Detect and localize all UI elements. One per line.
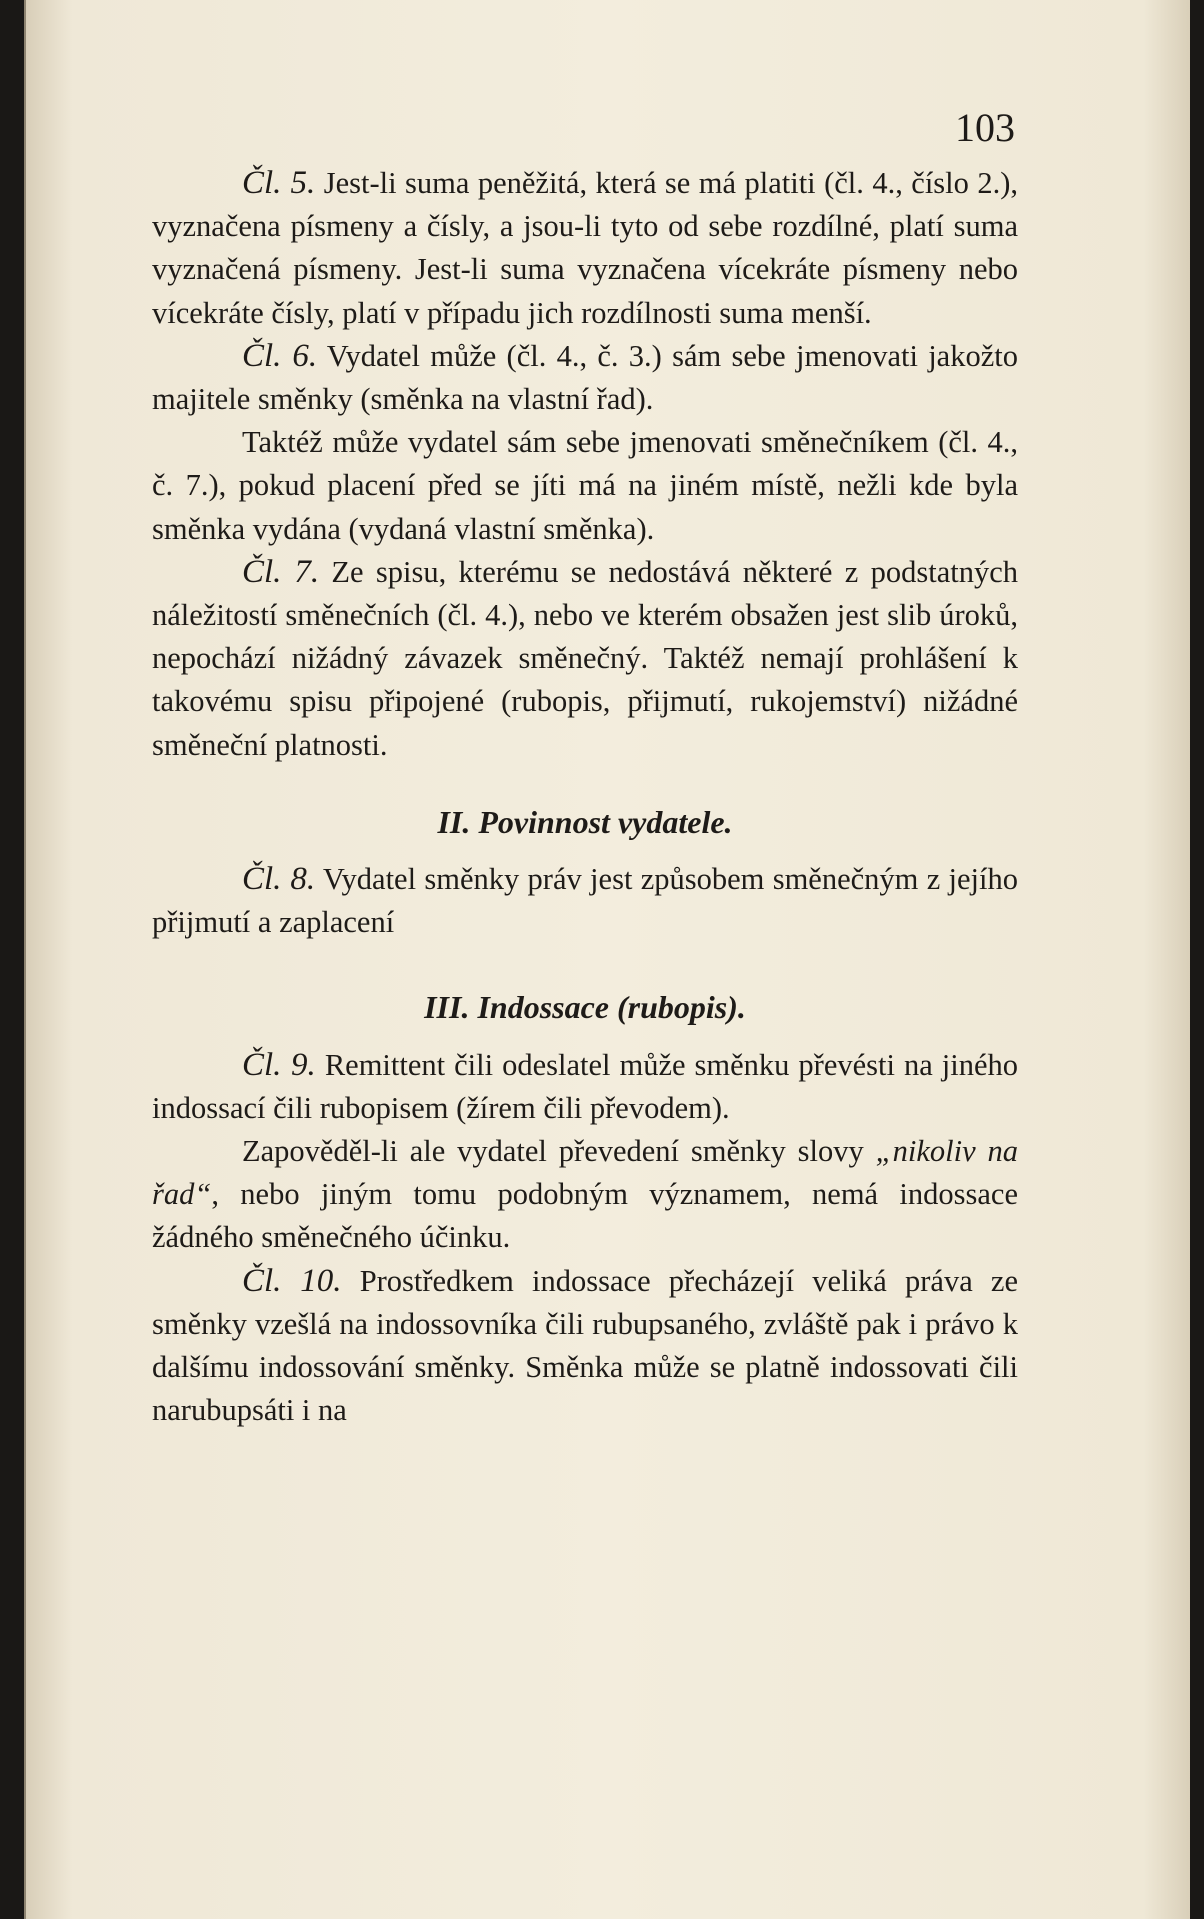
article-text: Remittent čili odeslatel může směnku převésti na jiného indossací čili rubopisem (žírem čili převodem).	[152, 1047, 1018, 1125]
article-6	[152, 335, 1018, 421]
article-5	[152, 162, 1018, 335]
article-number: Čl. 6.	[242, 337, 318, 374]
article-text: Jest-li suma peněžitá, která se má platiti (čl. 4., číslo 2.), vyznačena písmeny a čísly, a jsou-li tyto od sebe rozdílné, platí suma vyznačená písmeny. Jest-li suma vyznačena vícekráte písmeny nebo vícekráte čísly, platí v případu jich rozdílnosti suma menší.	[152, 166, 1018, 330]
paragraph-text: Zapověděl-li ale vydatel převedení směnky slovy	[242, 1134, 876, 1169]
article-10	[152, 1260, 1018, 1433]
article-text: Vydatel směnky práv jest způsobem směnečným z jejího přijmutí a zaplacení	[152, 862, 1019, 940]
quoted-phrase: „nikoliv na řad“	[152, 1134, 1018, 1212]
section-heading-3: III. Indossace (rubopis).	[424, 989, 746, 1026]
article-6-paragraph-2: Taktéž může vydatel sám sebe jmenovati směnečníkem (čl. 4., č. 7.), pokud placení před se jíti má na jiném místě, nežli kde byla směnka vydána (vydaná vlastní směnka).	[152, 425, 1018, 546]
article-text: Vydatel může (čl. 4., č. 3.) sám sebe jmenovati jakožto majitele směnky (směnka na vlastní řad).	[152, 338, 1018, 417]
article-9-paragraph-2	[152, 1130, 1018, 1260]
article-7	[152, 551, 1018, 767]
section-heading-2: II. Povinnost vydatele.	[437, 803, 733, 840]
article-text: Ze spisu, kterému se nedostává některé z podstatných náležitostí směnečních (čl. 4.), nebo ve kterém obsažen jest slib úroků, nepochází nižádný závazek směnečný. Taktéž nemají prohlášení k takovému spisu připojené (rubopis, přijmutí, rukojemství) nižádné směneční platnosti.	[152, 554, 1018, 762]
article-8	[152, 858, 1018, 944]
article-number: Čl. 10.	[242, 1262, 342, 1299]
article-text: Prostředkem indossace přecházejí veliká práva ze směnky vzešlá na indossovníka čili rubupsaného, zvláště pak i právo k dalšímu indossování směnky. Směnka může se platně indossovati čili narubupsáti i na	[152, 1263, 1018, 1428]
paragraph-text: , nebo jiným tomu podobným významem, nemá indossace žádného směnečného účinku.	[152, 1177, 1018, 1255]
article-9	[152, 1044, 1018, 1130]
article-number: Čl. 5.	[242, 165, 316, 201]
article-number: Čl. 7.	[242, 553, 320, 590]
page-body	[152, 162, 1018, 1432]
page-number: 103	[955, 105, 1015, 150]
article-number: Čl. 8.	[242, 861, 316, 898]
article-number: Čl. 9.	[242, 1046, 316, 1083]
